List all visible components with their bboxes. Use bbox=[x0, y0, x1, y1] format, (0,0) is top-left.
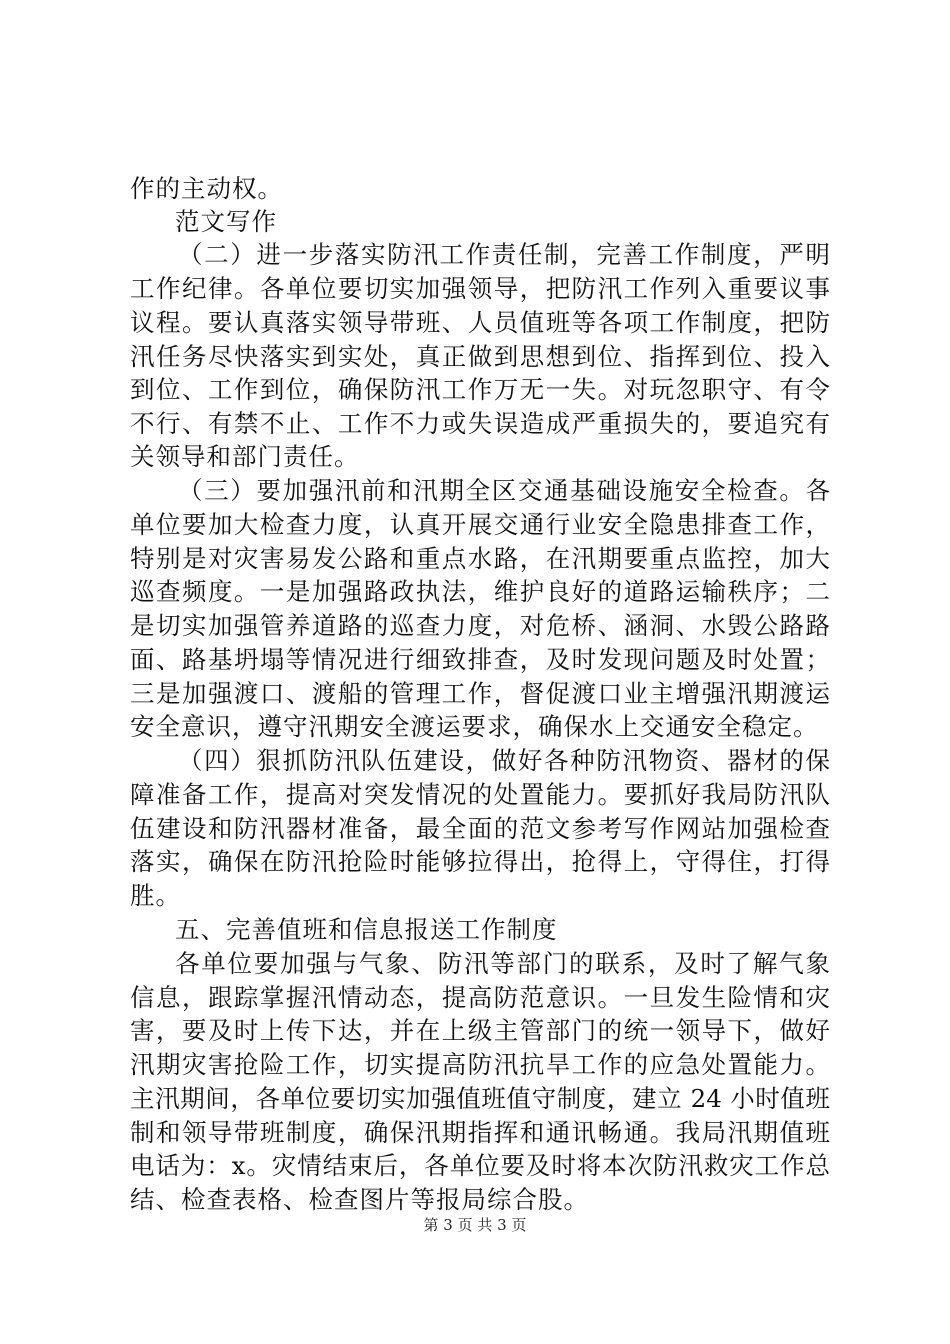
text-line: 是切实加强管养道路的巡查力度，对危桥、涵洞、水毁公路路 bbox=[130, 611, 830, 640]
text-line: 各单位要加强与气象、防汛等部门的联系，及时了解气象 bbox=[175, 949, 830, 978]
text-line: 工作纪律。各单位要切实加强领导，把防汛工作列入重要议事 bbox=[130, 274, 830, 303]
text-line: 不行、有禁不止、工作不力或失误造成严重损失的，要追究有 bbox=[130, 409, 830, 438]
text-line: 特别是对灾害易发公路和重点水路，在汛期要重点监控，加大 bbox=[130, 544, 830, 573]
text-line: 汛任务尽快落实到实处，真正做到思想到位、指挥到位、投入 bbox=[130, 342, 830, 371]
text-line: 到位、工作到位，确保防汛工作万无一失。对玩忽职守、有令 bbox=[130, 375, 830, 404]
text-line: 作的主动权。 bbox=[130, 174, 283, 203]
text-line: 制和领导带班制度，确保汛期指挥和通讯畅通。我局汛期值班 bbox=[130, 1118, 830, 1147]
text-line: （二）进一步落实防汛工作责任制，完善工作制度，严明 bbox=[178, 240, 830, 269]
text-line: 伍建设和防汛器材准备，最全面的范文参考写作网站加强检查 bbox=[130, 814, 830, 843]
text-line: 单位要加大检查力度，认真开展交通行业安全隐患排查工作， bbox=[130, 510, 830, 539]
section-heading: 范文写作 bbox=[175, 207, 277, 236]
text-line: 胜。 bbox=[130, 881, 181, 910]
text-line: 关领导和部门责任。 bbox=[130, 442, 360, 471]
text-line: 议程。要认真落实领导带班、人员值班等各项工作制度，把防 bbox=[130, 308, 830, 337]
text-line: 害，要及时上传下达，并在上级主管部门的统一领导下，做好 bbox=[130, 1016, 830, 1045]
text-line: 巡查频度。一是加强路政执法，维护良好的道路运输秩序；二 bbox=[130, 577, 830, 606]
text-line: （三）要加强汛前和汛期全区交通基础设施安全检查。各 bbox=[178, 476, 830, 505]
text-line: 汛期灾害抢险工作，切实提高防汛抗旱工作的应急处置能力。 bbox=[130, 1050, 830, 1079]
text-line: 落实，确保在防汛抢险时能够拉得出，抢得上，守得住，打得 bbox=[130, 847, 830, 876]
text-line: 障准备工作，提高对突发情况的处置能力。要抓好我局防汛队 bbox=[130, 780, 830, 809]
text-line: 主汛期间，各单位要切实加强值班值守制度，建立 24 小时值班 bbox=[130, 1084, 830, 1113]
text-line: 三是加强渡口、渡船的管理工作，督促渡口业主增强汛期渡运 bbox=[130, 679, 830, 708]
text-line: 结、检查表格、检查图片等报局综合股。 bbox=[130, 1185, 589, 1214]
text-line: 电话为：x。灾情结束后，各单位要及时将本次防汛救灾工作总 bbox=[130, 1151, 830, 1180]
section-heading: 五、完善值班和信息报送工作制度 bbox=[175, 915, 558, 944]
text-line: 面、路基坍塌等情况进行细致排查，及时发现问题及时处置； bbox=[130, 645, 830, 674]
text-line: （四）狠抓防汛队伍建设，做好各种防汛物资、器材的保 bbox=[178, 746, 830, 775]
text-line: 安全意识，遵守汛期安全渡运要求，确保水上交通安全稳定。 bbox=[130, 712, 819, 741]
page-number-footer: 第 3 页 共 3 页 bbox=[423, 1216, 527, 1234]
text-line: 信息，跟踪掌握汛情动态，提高防范意识。一旦发生险情和灾 bbox=[130, 983, 830, 1012]
